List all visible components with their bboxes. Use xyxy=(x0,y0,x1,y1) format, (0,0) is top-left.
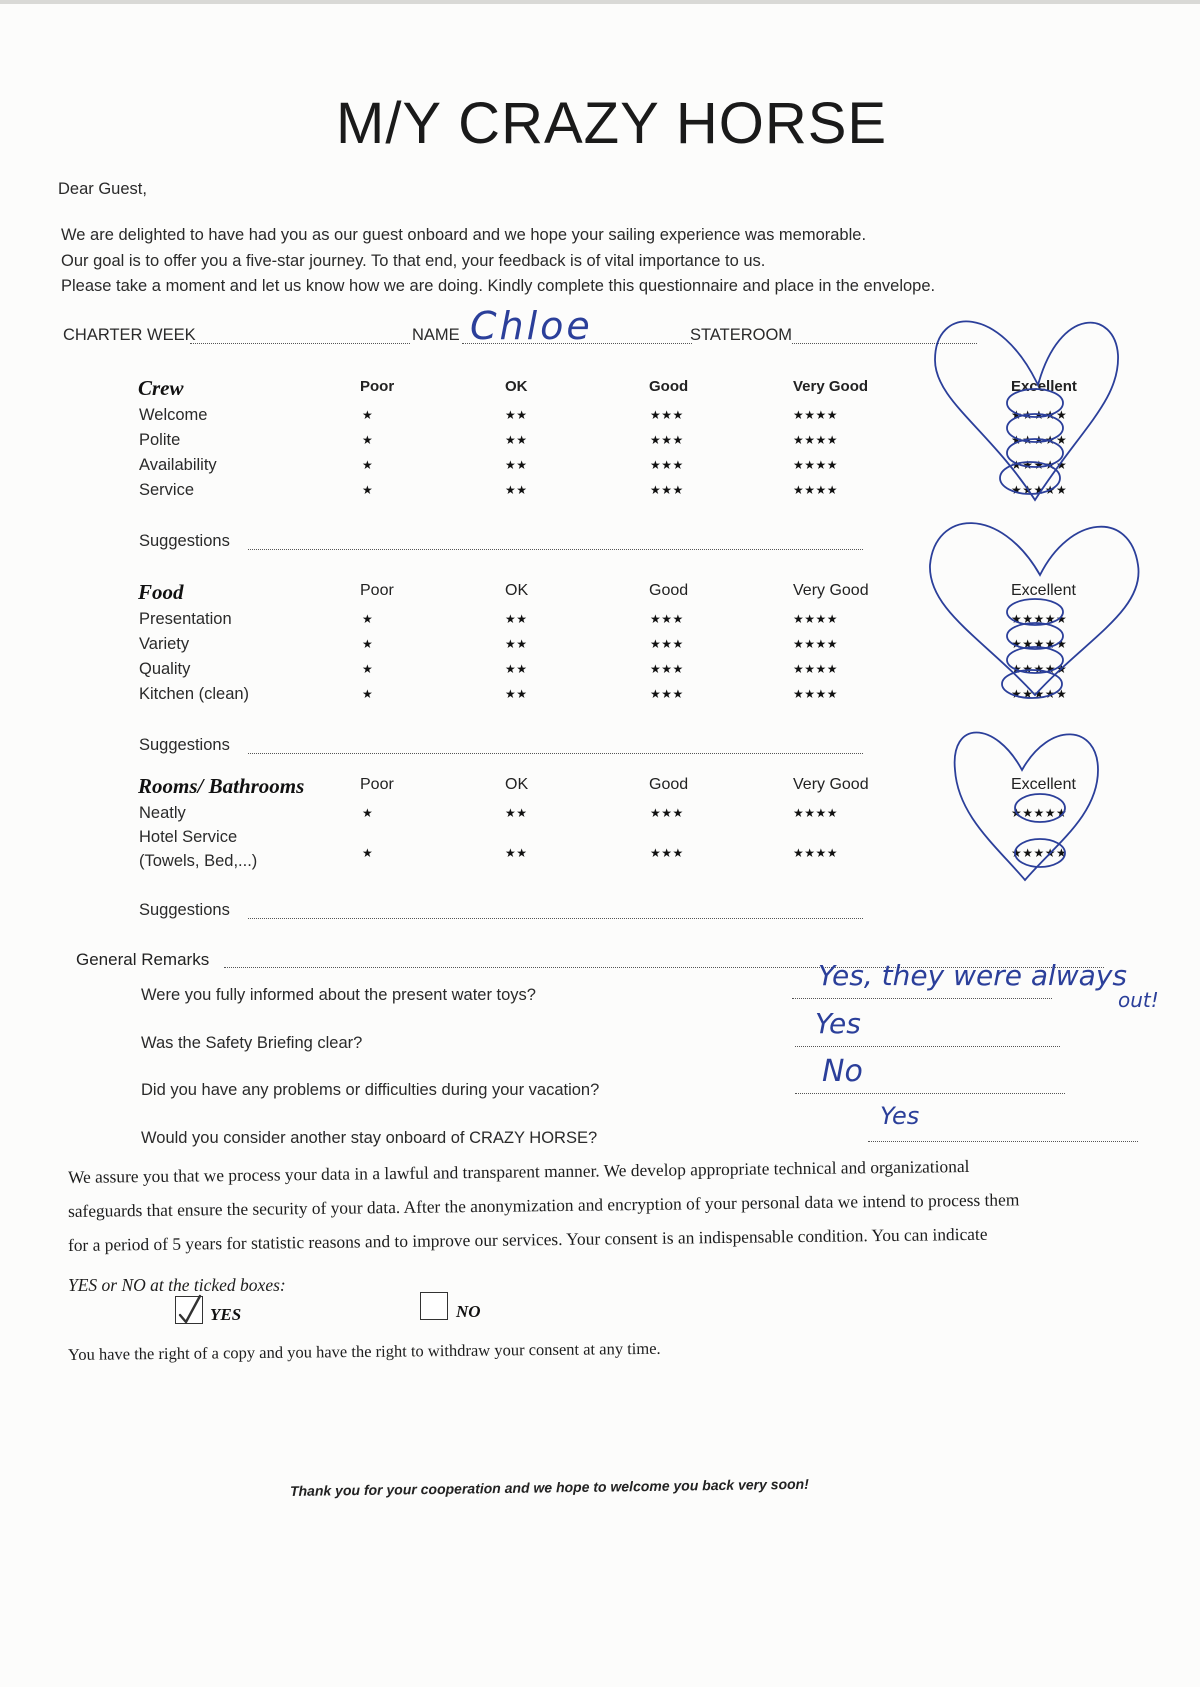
star-rating-option[interactable]: ★★★★ xyxy=(793,846,839,860)
star-rating-option[interactable]: ★★ xyxy=(505,637,528,651)
star-rating-option[interactable]: ★★★★★ xyxy=(1011,662,1068,676)
star-rating-option[interactable]: ★★★ xyxy=(650,433,684,447)
star-rating-option[interactable]: ★★★★★ xyxy=(1011,846,1068,860)
star-rating-option[interactable]: ★★ xyxy=(505,408,528,422)
star-rating-option[interactable]: ★★★★★ xyxy=(1011,637,1068,651)
star-rating-option[interactable]: ★ xyxy=(362,483,374,497)
remark-answer-field[interactable] xyxy=(795,1046,1060,1047)
rating-item-label: (Towels, Bed,...) xyxy=(139,852,258,870)
column-header: Good xyxy=(649,378,689,395)
star-rating-option[interactable]: ★★★★ xyxy=(793,637,839,651)
star-rating-option[interactable]: ★★★ xyxy=(650,612,684,626)
intro-line: Our goal is to offer you a five-star journey. To that end, your feedback is of vital importance to us. xyxy=(61,252,766,270)
star-rating-option[interactable]: ★★ xyxy=(505,687,528,701)
star-rating-option[interactable]: ★★★★ xyxy=(793,433,839,447)
star-rating-option[interactable]: ★★ xyxy=(505,846,528,860)
intro-line: We are delighted to have had you as our guest onboard and we hope your sailing experience was memorable. xyxy=(61,226,867,244)
column-header: OK xyxy=(505,776,529,793)
column-header: Very Good xyxy=(793,776,869,793)
consent-no-label: NO xyxy=(456,1302,481,1321)
privacy-line: safeguards that ensure the security of your data. After the anonymization and encryption of your personal data we intend to process them xyxy=(67,1189,1020,1221)
star-rating-option[interactable]: ★★★★★ xyxy=(1011,458,1068,472)
closing-message: Thank you for your cooperation and we hope to welcome you back very soon! xyxy=(289,1475,809,1499)
star-rating-option[interactable]: ★★★ xyxy=(650,806,684,820)
star-rating-option[interactable]: ★★ xyxy=(505,612,528,626)
star-rating-option[interactable]: ★★★★★ xyxy=(1011,806,1068,820)
star-rating-option[interactable]: ★★ xyxy=(505,662,528,676)
star-rating-option[interactable]: ★ xyxy=(362,806,374,820)
suggestions-field[interactable] xyxy=(248,753,863,754)
name-handwritten-value: Chloe xyxy=(470,304,593,348)
suggestions-field[interactable] xyxy=(248,549,863,550)
star-rating-option[interactable]: ★★★★ xyxy=(793,662,839,676)
star-rating-option[interactable]: ★★★ xyxy=(650,662,684,676)
rating-item-label: Welcome xyxy=(139,406,208,424)
section-title: Crew xyxy=(138,376,184,400)
handwritten-answer: Yes xyxy=(815,1007,861,1040)
star-rating-option[interactable]: ★★★★ xyxy=(793,687,839,701)
star-rating-option[interactable]: ★★★ xyxy=(650,687,684,701)
column-header: Poor xyxy=(360,582,394,599)
rating-item-label: Presentation xyxy=(139,610,232,628)
star-rating-option[interactable]: ★ xyxy=(362,687,374,701)
column-header: Good xyxy=(649,582,689,599)
rating-item-label: Service xyxy=(139,481,195,499)
star-rating-option[interactable]: ★★ xyxy=(505,433,528,447)
privacy-line: We assure you that we process your data in a lawful and transparent manner. We develop appropriate technical and organizational xyxy=(67,1155,970,1187)
star-rating-option[interactable]: ★★★★ xyxy=(793,806,839,820)
star-rating-option[interactable]: ★★★ xyxy=(650,483,684,497)
column-header: Good xyxy=(649,776,689,793)
star-rating-option[interactable]: ★★★★★ xyxy=(1011,687,1068,701)
remark-question: Did you have any problems or difficulties during your vacation? xyxy=(141,1081,600,1099)
rights-statement: You have the right of a copy and you have the right to withdraw your consent at any time. xyxy=(67,1338,661,1364)
star-rating-option[interactable]: ★★★ xyxy=(650,458,684,472)
star-rating-option[interactable]: ★ xyxy=(362,662,374,676)
star-rating-option[interactable]: ★ xyxy=(362,637,374,651)
consent-yes-checkbox[interactable] xyxy=(175,1296,203,1324)
stateroom-label: STATEROOM xyxy=(690,326,793,344)
rating-item-label: Variety xyxy=(139,635,190,653)
rating-item-label: Kitchen (clean) xyxy=(139,685,250,703)
column-header: OK xyxy=(505,582,529,599)
star-rating-option[interactable]: ★★★ xyxy=(650,408,684,422)
intro-line: Please take a moment and let us know how we are doing. Kindly complete this questionnaire and place in the envelope. xyxy=(61,277,936,295)
remark-question: Were you fully informed about the present water toys? xyxy=(141,986,536,1004)
column-header: Very Good xyxy=(793,582,869,599)
rating-item-label: Polite xyxy=(139,431,181,449)
star-rating-option[interactable]: ★★★ xyxy=(650,637,684,651)
page-title: M/Y CRAZY HORSE xyxy=(336,91,888,156)
star-rating-option[interactable]: ★ xyxy=(362,612,374,626)
section-title: Food xyxy=(138,580,184,604)
consent-no-checkbox[interactable] xyxy=(420,1292,448,1320)
star-rating-option[interactable]: ★ xyxy=(362,458,374,472)
remark-question: Was the Safety Briefing clear? xyxy=(141,1034,363,1052)
star-rating-option[interactable]: ★★ xyxy=(505,483,528,497)
suggestions-label: Suggestions xyxy=(139,532,230,550)
rating-item-label: Quality xyxy=(139,660,191,678)
star-rating-option[interactable]: ★★★★★ xyxy=(1011,408,1068,422)
column-header: Poor xyxy=(360,378,395,395)
suggestions-label: Suggestions xyxy=(139,736,230,754)
star-rating-option[interactable]: ★★ xyxy=(505,458,528,472)
general-remarks-label: General Remarks xyxy=(76,950,210,969)
remark-answer-field[interactable] xyxy=(868,1141,1138,1142)
star-rating-option[interactable]: ★ xyxy=(362,433,374,447)
star-rating-option[interactable]: ★★ xyxy=(505,806,528,820)
remark-answer-field[interactable] xyxy=(792,998,1052,999)
column-header: OK xyxy=(505,378,528,395)
greeting: Dear Guest, xyxy=(58,180,147,198)
name-label: NAME xyxy=(412,326,460,344)
stateroom-field[interactable] xyxy=(792,343,977,344)
consent-yes-label: YES xyxy=(210,1305,242,1324)
column-header: Poor xyxy=(360,776,394,793)
star-rating-option[interactable]: ★★★★★ xyxy=(1011,483,1068,497)
charter-week-label: CHARTER WEEK xyxy=(63,326,196,344)
star-rating-option[interactable]: ★★★★★ xyxy=(1011,612,1068,626)
star-rating-option[interactable]: ★★★★ xyxy=(793,458,839,472)
star-rating-option[interactable]: ★★★★★ xyxy=(1011,433,1068,447)
star-rating-option[interactable]: ★ xyxy=(362,846,374,860)
star-rating-option[interactable]: ★★★★ xyxy=(793,612,839,626)
rating-item-label: Availability xyxy=(139,456,217,474)
column-header: Very Good xyxy=(793,378,869,395)
remark-question: Would you consider another stay onboard of CRAZY HORSE? xyxy=(141,1129,598,1147)
handwritten-answer: Yes xyxy=(880,1102,920,1130)
column-header: Excellent xyxy=(1011,378,1077,395)
star-rating-option[interactable]: ★★★★ xyxy=(793,483,839,497)
privacy-line: YES or NO at the ticked boxes: xyxy=(68,1275,286,1295)
privacy-line: for a period of 5 years for statistic reasons and to improve our services. Your consent is an indispensable condition. You can indicate xyxy=(67,1223,988,1255)
handwritten-answer-continuation: out! xyxy=(1118,988,1159,1012)
handwritten-answer: No xyxy=(822,1054,863,1089)
rating-item-label: Hotel Service xyxy=(139,828,238,846)
suggestions-field[interactable] xyxy=(248,918,863,919)
remark-answer-field[interactable] xyxy=(795,1093,1065,1094)
star-rating-option[interactable]: ★★★★ xyxy=(793,408,839,422)
rating-item-label: Neatly xyxy=(139,804,186,822)
star-rating-option[interactable]: ★ xyxy=(362,408,374,422)
column-header: Excellent xyxy=(1011,582,1076,599)
star-rating-option[interactable]: ★★★ xyxy=(650,846,684,860)
column-header: Excellent xyxy=(1011,776,1076,793)
handwritten-answer: Yes, they were always xyxy=(818,959,1127,992)
suggestions-label: Suggestions xyxy=(139,901,230,919)
section-title: Rooms/ Bathrooms xyxy=(138,774,305,798)
charter-week-field[interactable] xyxy=(190,343,410,344)
questionnaire-sheet xyxy=(0,4,1200,1687)
